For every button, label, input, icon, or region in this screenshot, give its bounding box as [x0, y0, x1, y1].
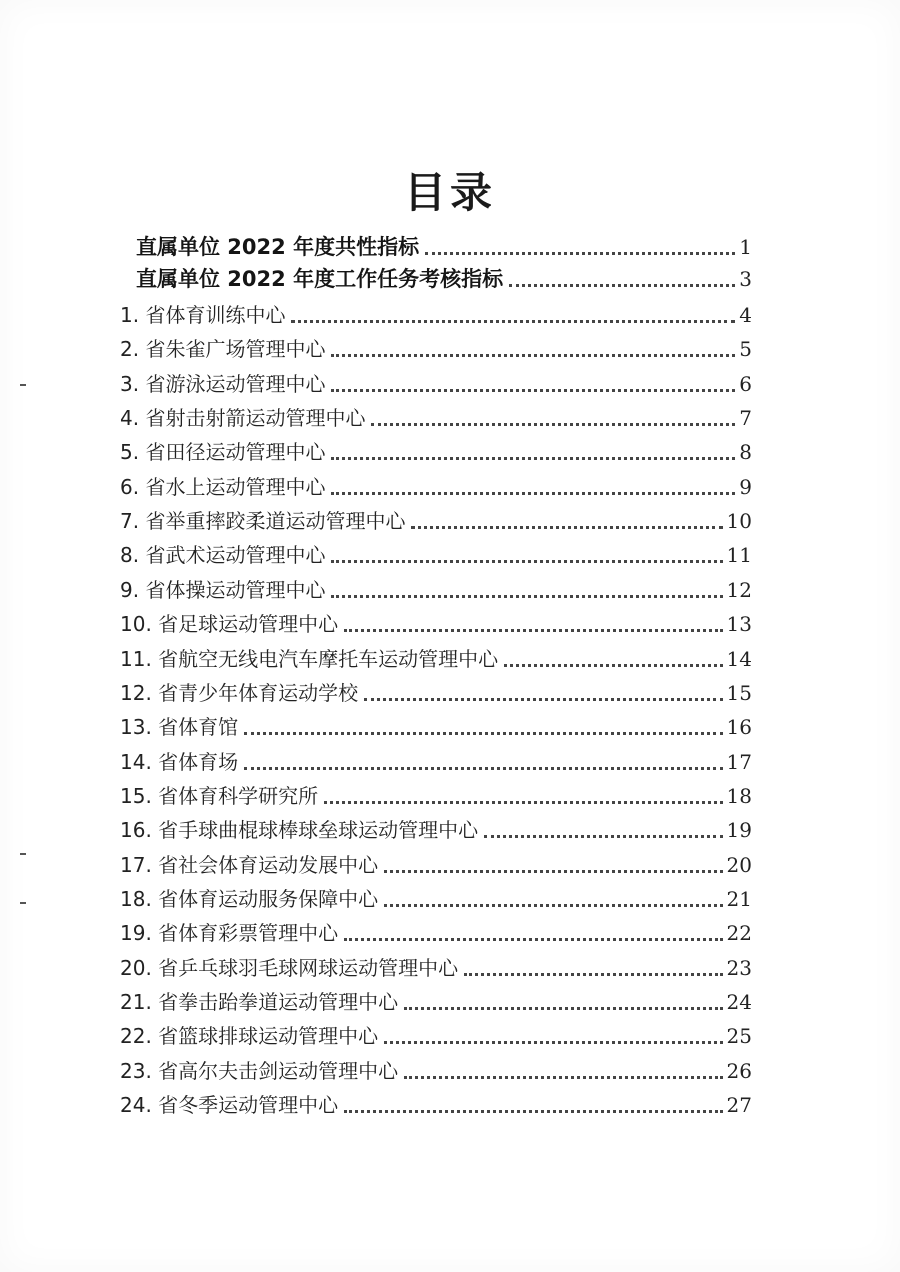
toc-entry-label: 17. 省社会体育运动发展中心 — [120, 852, 379, 877]
toc-leader-dots — [291, 320, 735, 323]
toc-entry[interactable] — [120, 638, 752, 672]
toc-entry[interactable] — [120, 878, 752, 912]
toc-entry-label: 5. 省田径运动管理中心 — [120, 440, 326, 465]
toc-leader-dots — [331, 560, 722, 563]
page-title: 目录 — [403, 168, 496, 217]
toc-entry-label: 1. 省体育训练中心 — [120, 303, 286, 327]
toc-entry[interactable] — [120, 328, 752, 362]
toc-page-number: 16 — [726, 715, 752, 740]
toc-leader-dots — [331, 457, 735, 460]
scan-mark — [20, 902, 26, 904]
toc-leader-dots — [411, 526, 722, 529]
toc-entry[interactable] — [120, 466, 752, 500]
toc-entry[interactable] — [120, 1015, 752, 1049]
toc-entry-label: 2. 省朱雀广场管理中心 — [120, 337, 326, 362]
toc-page-number: 20 — [726, 852, 752, 877]
toc-entry[interactable] — [120, 500, 752, 534]
toc-leader-dots — [371, 423, 735, 426]
toc-page-number: 4 — [739, 303, 752, 327]
toc-page-number: 15 — [726, 680, 752, 705]
toc-page-number: 26 — [726, 1058, 752, 1083]
toc-entry[interactable] — [120, 844, 752, 878]
toc-page-number: 27 — [726, 1093, 752, 1118]
toc-entry[interactable] — [120, 775, 752, 809]
toc-leader-dots — [244, 767, 722, 770]
toc-page-number: 8 — [739, 440, 752, 465]
toc-entry-label: 6. 省水上运动管理中心 — [120, 474, 326, 499]
toc-entry-label: 10. 省足球运动管理中心 — [120, 612, 339, 637]
toc-page-number: 13 — [726, 612, 752, 637]
toc-leader-dots — [464, 973, 722, 976]
toc-page-number: 17 — [726, 749, 752, 774]
toc-page-number: 5 — [739, 337, 752, 362]
toc-entry[interactable] — [136, 226, 752, 260]
toc-entry-label: 7. 省举重摔跤柔道运动管理中心 — [120, 509, 406, 534]
toc-leader-dots — [425, 252, 735, 255]
toc-entry[interactable] — [120, 981, 752, 1015]
toc-entry[interactable] — [136, 258, 752, 292]
scan-mark — [20, 384, 26, 386]
toc-entry[interactable] — [120, 672, 752, 706]
toc-leader-dots — [404, 1007, 722, 1010]
toc-entry-label: 23. 省高尔夫击剑运动管理中心 — [120, 1058, 399, 1083]
toc-leader-dots — [384, 1041, 722, 1044]
toc-page-number: 21 — [726, 886, 752, 911]
toc-leader-dots — [331, 389, 735, 392]
toc-leader-dots — [484, 835, 722, 838]
toc-entry[interactable] — [120, 947, 752, 981]
toc-page-number: 3 — [739, 267, 752, 291]
toc-entry-label: 19. 省体育彩票管理中心 — [120, 921, 339, 946]
toc-leader-dots — [509, 284, 735, 287]
toc-entry-label: 20. 省乒乓球羽毛球网球运动管理中心 — [120, 955, 459, 980]
toc-page-number: 7 — [739, 406, 752, 431]
toc-entry-label: 15. 省体育科学研究所 — [120, 783, 319, 808]
toc-leader-dots — [331, 492, 735, 495]
toc-entry-label: 24. 省冬季运动管理中心 — [120, 1093, 339, 1118]
toc-entry-label: 3. 省游泳运动管理中心 — [120, 371, 326, 396]
toc-leader-dots — [504, 664, 722, 667]
toc-entry-label: 直属单位 2022 年度共性指标 — [136, 235, 420, 259]
toc-page-number: 25 — [726, 1024, 752, 1049]
toc-entry[interactable] — [120, 294, 752, 328]
toc-entry[interactable] — [120, 912, 752, 946]
toc-entry-label: 9. 省体操运动管理中心 — [120, 577, 326, 602]
toc-leader-dots — [404, 1076, 722, 1079]
toc-entry[interactable] — [120, 706, 752, 740]
toc-leader-dots — [324, 801, 722, 804]
toc-page-number: 18 — [726, 783, 752, 808]
toc-entry-label: 直属单位 2022 年度工作任务考核指标 — [136, 267, 504, 291]
toc-leader-dots — [344, 629, 722, 632]
toc-leader-dots — [244, 732, 722, 735]
toc-page-number: 23 — [726, 955, 752, 980]
toc-entry[interactable] — [120, 569, 752, 603]
toc-page-number: 10 — [726, 509, 752, 534]
toc-entry[interactable] — [120, 431, 752, 465]
toc-page-number: 6 — [739, 371, 752, 396]
toc-entry-label: 4. 省射击射箭运动管理中心 — [120, 406, 366, 431]
toc-entry-label: 11. 省航空无线电汽车摩托车运动管理中心 — [120, 646, 499, 671]
toc-entry[interactable] — [120, 1050, 752, 1084]
toc-leader-dots — [331, 595, 722, 598]
toc-entry[interactable] — [120, 603, 752, 637]
toc-entry-label: 22. 省篮球排球运动管理中心 — [120, 1024, 379, 1049]
toc-page-number: 22 — [726, 921, 752, 946]
toc-leader-dots — [331, 354, 735, 357]
toc-page-number: 19 — [726, 818, 752, 843]
toc-entry[interactable] — [120, 397, 752, 431]
toc-entry[interactable] — [120, 1084, 752, 1118]
toc-page-number: 1 — [739, 235, 752, 259]
toc-page-number: 11 — [726, 543, 752, 568]
toc-page-number: 24 — [726, 990, 752, 1014]
toc-entry[interactable] — [120, 534, 752, 568]
toc-entry-label: 8. 省武术运动管理中心 — [120, 543, 326, 568]
toc-leader-dots — [344, 1110, 722, 1113]
toc-page-number: 14 — [726, 646, 752, 671]
toc-page-number: 9 — [739, 474, 752, 499]
toc-leader-dots — [364, 698, 722, 701]
toc-entry-label: 21. 省拳击跆拳道运动管理中心 — [120, 990, 399, 1014]
scan-mark — [20, 853, 26, 855]
toc-leader-dots — [384, 904, 722, 907]
toc-entry[interactable] — [120, 363, 752, 397]
toc-entry-label: 16. 省手球曲棍球棒球垒球运动管理中心 — [120, 818, 479, 843]
toc-page-number: 12 — [726, 577, 752, 602]
toc-entry[interactable] — [120, 741, 752, 775]
toc-entry-label: 14. 省体育场 — [120, 749, 239, 774]
toc-leader-dots — [384, 870, 722, 873]
toc-entry-label: 12. 省青少年体育运动学校 — [120, 680, 359, 705]
toc-entry-label: 13. 省体育馆 — [120, 715, 239, 740]
toc-entry-label: 18. 省体育运动服务保障中心 — [120, 886, 379, 911]
toc-leader-dots — [344, 938, 722, 941]
toc-entry[interactable] — [120, 809, 752, 843]
